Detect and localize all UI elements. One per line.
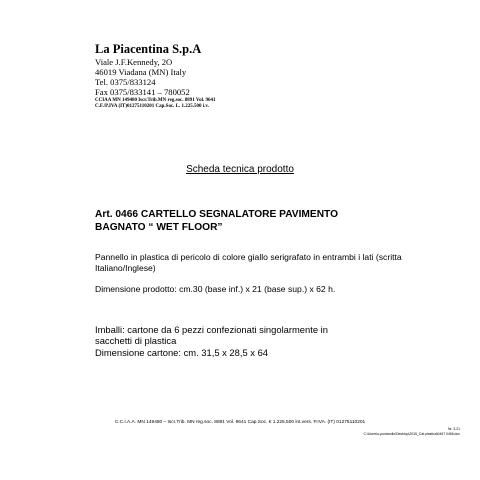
letterhead (95, 42, 215, 110)
product-description: Pannello in plastica di pericolo di colore giallo serigrafato in entrambi i lati (scritta Italiano/Inglese) (95, 252, 402, 274)
document-title: Scheda tecnica prodotto (186, 164, 294, 175)
packaging-info (95, 324, 395, 358)
page-number: Nr. 3-21 (447, 427, 460, 431)
packaging-line2: sacchetti di plastica (95, 335, 177, 347)
fax: Fax 0375/833141 – 780052 (95, 87, 190, 97)
fiscal-code: C.F./P.IVA (IT)01275110201 Cap.Soc. L. 1.225.500 i.v. (95, 104, 209, 110)
cciaa-registration: CCIAA MN 149480 Iscr.Trib.MN reg.soc. 8891 Vol. 9641 (95, 97, 216, 103)
address-city: 46019 Viadana (MN) Italy (95, 67, 187, 78)
file-path: C:\Users\c.pontarollo\Desktop\2015_Cat.plastica\0467 0466.doc (363, 432, 460, 436)
company-name: La Piacentina S.p.A (95, 42, 202, 56)
article-title-line1: Art. 0466 CARTELLO SEGNALATORE PAVIMENTO (95, 209, 339, 220)
carton-dimensions: Dimensione cartone: cm. 31,5 x 28,5 x 64 (95, 346, 269, 358)
article-title (95, 209, 338, 235)
article-title-line2: BAGNATO “ WET FLOOR” (95, 221, 223, 233)
telephone: Tel. 0375/833124 (95, 77, 156, 88)
packaging-line1: Imballi: cartone da 6 pezzi confezionati singolarmente in (95, 324, 328, 335)
product-dimensions: Dimensione prodotto: cm.30 (base inf.) x 21 (base sup.) x 62 h. (95, 284, 336, 294)
footer-registration: C.C.I.A.A. MN 149480 – Iscr.Trib. MN reg.soc. 8891 Vol. 9641 Cap.Soc. € 1.225.500 int.vers. P.IVA. (IT) 01275110201 (114, 420, 366, 425)
address-street: Viale J.F.Kennedy, 2O (95, 57, 173, 68)
